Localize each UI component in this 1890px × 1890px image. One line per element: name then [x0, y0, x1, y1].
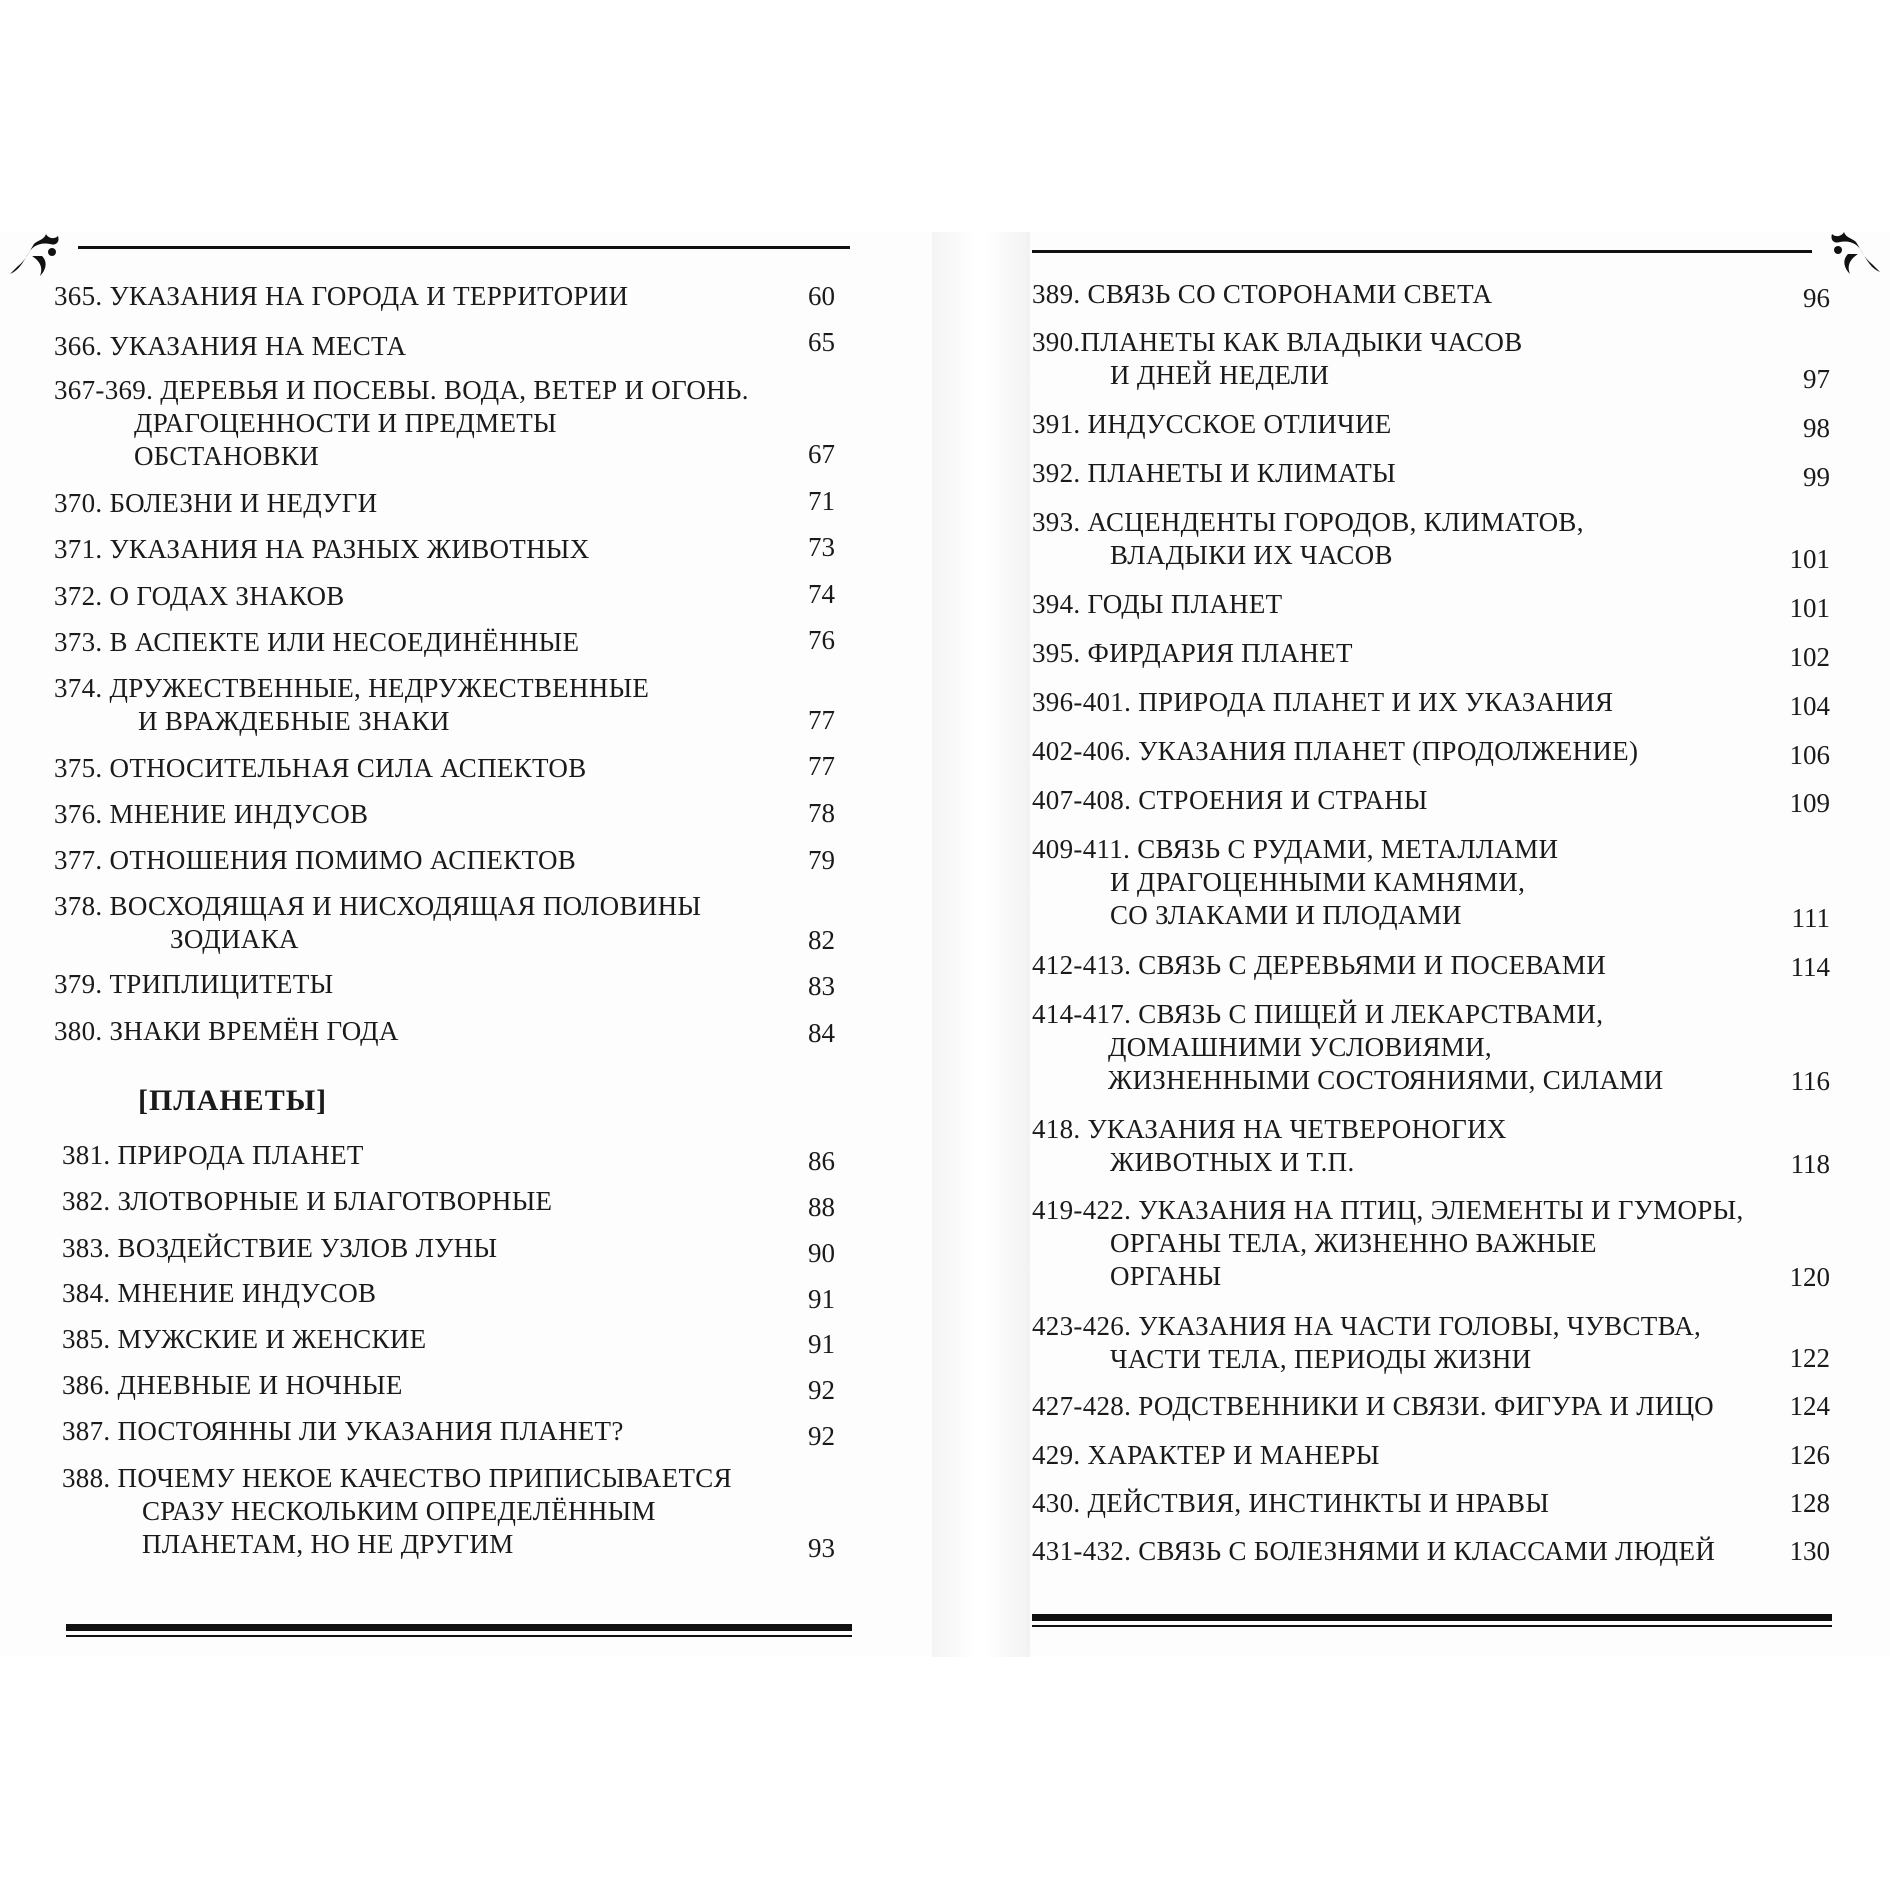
entry-number: 373.	[54, 627, 103, 657]
page-number: 122	[1789, 1343, 1830, 1373]
entry-number: 395.	[1032, 638, 1081, 668]
entry-title: УКАЗАНИЯ НА ГОРОДА И ТЕРРИТОРИИ	[109, 281, 629, 311]
page-number: 78	[808, 798, 835, 828]
page-number: 60	[808, 281, 835, 311]
page-number: 67	[808, 439, 835, 469]
entry-number: 375.	[54, 753, 103, 783]
toc-entry	[62, 1323, 426, 1356]
toc-entry	[54, 487, 377, 520]
entry-number: 430.	[1032, 1488, 1081, 1518]
entry-title-cont: ЗОДИАКА	[170, 924, 299, 954]
toc-entry	[62, 1185, 552, 1218]
entry-title-cont: ПЛАНЕТАМ, НО НЕ ДРУГИМ	[142, 1529, 514, 1559]
entry-title: СВЯЗЬ С БОЛЕЗНЯМИ И КЛАССАМИ ЛЮДЕЙ	[1138, 1536, 1716, 1566]
page-number: 65	[808, 327, 835, 357]
entry-title: ПОЧЕМУ НЕКОЕ КАЧЕСТВО ПРИПИСЫВАЕТСЯ	[117, 1463, 732, 1493]
toc-entry	[1032, 1194, 1744, 1293]
entry-title: ИНДУССКОЕ ОТЛИЧИЕ	[1087, 409, 1392, 439]
toc-entry	[1032, 1390, 1714, 1423]
entry-title-cont: ДРАГОЦЕННОСТИ И ПРЕДМЕТЫ	[134, 408, 557, 438]
page-number: 114	[1790, 952, 1830, 982]
page-number: 106	[1789, 740, 1830, 770]
entry-title: ОТНОШЕНИЯ ПОМИМО АСПЕКТОВ	[109, 845, 577, 875]
entry-number: 374.	[54, 673, 103, 703]
toc-entry	[1032, 949, 1606, 982]
entry-title-cont: ЖИЗНЕННЫМИ СОСТОЯНИЯМИ, СИЛАМИ	[1108, 1065, 1664, 1095]
toc-entry	[62, 1232, 497, 1265]
page-number: 92	[808, 1375, 835, 1405]
toc-entry	[1032, 278, 1492, 311]
page-number: 111	[1791, 903, 1830, 933]
entry-number: 427-428.	[1032, 1391, 1132, 1421]
entry-title-cont: И ДРАГОЦЕННЫМИ КАМНЯМИ,	[1110, 867, 1526, 897]
entry-title: РОДСТВЕННИКИ И СВЯЗИ. ФИГУРА И ЛИЦО	[1138, 1391, 1714, 1421]
entry-number: 386.	[62, 1370, 111, 1400]
entry-title: ДРУЖЕСТВЕННЫЕ, НЕДРУЖЕСТВЕННЫЕ	[109, 673, 650, 703]
page-number: 98	[1803, 413, 1830, 443]
entry-title-cont: ОБСТАНОВКИ	[134, 441, 319, 471]
toc-entry	[54, 330, 406, 363]
entry-title: МУЖСКИЕ И ЖЕНСКИЕ	[117, 1324, 427, 1354]
toc-entry	[54, 890, 701, 956]
page-number: 101	[1789, 593, 1830, 623]
entry-title: УКАЗАНИЯ НА ПТИЦ, ЭЛЕМЕНТЫ И ГУМОРЫ,	[1138, 1195, 1744, 1225]
page-number: 77	[808, 751, 835, 781]
bottom-rule-right	[1032, 1614, 1832, 1621]
bottom-rule-left	[66, 1624, 852, 1631]
top-rule-right	[1032, 250, 1812, 253]
entry-number: 429.	[1032, 1440, 1081, 1470]
toc-entry	[54, 752, 587, 785]
entry-title: УКАЗАНИЯ НА РАЗНЫХ ЖИВОТНЫХ	[109, 534, 590, 564]
entry-title: СВЯЗЬ СО СТОРОНАМИ СВЕТА	[1087, 279, 1493, 309]
entry-title: ВОСХОДЯЩАЯ И НИСХОДЯЩАЯ ПОЛОВИНЫ	[109, 891, 702, 921]
entry-number: 389.	[1032, 279, 1081, 309]
toc-entry	[54, 580, 345, 613]
toc-entry	[1032, 457, 1396, 490]
toc-entry	[62, 1139, 364, 1172]
entry-title: В АСПЕКТЕ ИЛИ НЕСОЕДИНЁННЫЕ	[109, 627, 580, 657]
page-number: 71	[808, 486, 835, 516]
entry-number: 387.	[62, 1416, 111, 1446]
book-gutter	[932, 232, 1030, 1657]
entry-title: УКАЗАНИЯ НА ЧАСТИ ГОЛОВЫ, ЧУВСТВА,	[1138, 1311, 1702, 1341]
entry-number: 371.	[54, 534, 103, 564]
page-number: 130	[1789, 1536, 1830, 1566]
toc-entry	[62, 1277, 376, 1310]
page-number: 74	[808, 579, 835, 609]
toc-entry	[62, 1369, 403, 1402]
section-heading: [ПЛАНЕТЫ]	[138, 1084, 328, 1117]
entry-number: 384.	[62, 1278, 111, 1308]
toc-entry	[1032, 1535, 1715, 1568]
page-number: 84	[808, 1018, 835, 1048]
page-number: 76	[808, 625, 835, 655]
toc-entry	[1032, 784, 1428, 817]
toc-entry	[54, 1015, 399, 1048]
entry-number: 393.	[1032, 507, 1081, 537]
toc-entry	[1032, 1439, 1380, 1472]
entry-title: ХАРАКТЕР И МАНЕРЫ	[1087, 1440, 1380, 1470]
entry-number: 379.	[54, 969, 103, 999]
toc-entry	[54, 844, 576, 877]
entry-title: СТРОЕНИЯ И СТРАНЫ	[1138, 785, 1428, 815]
page-number: 124	[1789, 1391, 1830, 1421]
entry-title: ПОСТОЯННЫ ЛИ УКАЗАНИЯ ПЛАНЕТ?	[117, 1416, 624, 1446]
entry-title: ДНЕВНЫЕ И НОЧНЫЕ	[117, 1370, 403, 1400]
toc-entry	[1032, 408, 1392, 441]
page-number: 82	[808, 925, 835, 955]
toc-entry	[62, 1462, 732, 1561]
page-number: 99	[1803, 462, 1830, 492]
entry-title-cont: И ВРАЖДЕБНЫЕ ЗНАКИ	[138, 706, 450, 736]
toc-entry	[54, 798, 368, 831]
entry-title: УКАЗАНИЯ НА МЕСТА	[109, 331, 407, 361]
entry-number: 402-406.	[1032, 736, 1132, 766]
entry-title: МНЕНИЕ ИНДУСОВ	[109, 799, 369, 829]
entry-title-cont: СО ЗЛАКАМИ И ПЛОДАМИ	[1110, 900, 1462, 930]
entry-number: 407-408.	[1032, 785, 1132, 815]
entry-number: 372.	[54, 581, 103, 611]
page-number: 93	[808, 1533, 835, 1563]
entry-number: 380.	[54, 1016, 103, 1046]
page-number: 88	[808, 1192, 835, 1222]
toc-entry	[1032, 1113, 1507, 1179]
entry-number: 418.	[1032, 1114, 1081, 1144]
entry-number: 383.	[62, 1233, 111, 1263]
entry-number: 392.	[1032, 458, 1081, 488]
toc-entry	[54, 374, 749, 473]
entry-title: ГОДЫ ПЛАНЕТ	[1087, 589, 1283, 619]
entry-title: ЗЛОТВОРНЫЕ И БЛАГОТВОРНЫЕ	[117, 1186, 553, 1216]
entry-title: ЗНАКИ ВРЕМЁН ГОДА	[109, 1016, 399, 1046]
entry-title: ПРИРОДА ПЛАНЕТ И ИХ УКАЗАНИЯ	[1138, 687, 1614, 717]
entry-title: МНЕНИЕ ИНДУСОВ	[117, 1278, 377, 1308]
page-number: 104	[1789, 691, 1830, 721]
page-number: 116	[1790, 1066, 1830, 1096]
toc-entry	[1032, 1310, 1701, 1376]
entry-title: ВОЗДЕЙСТВИЕ УЗЛОВ ЛУНЫ	[117, 1233, 498, 1263]
toc-entry	[1032, 326, 1523, 392]
entry-title-cont: ВЛАДЫКИ ИХ ЧАСОВ	[1110, 540, 1393, 570]
entry-number: 412-413.	[1032, 950, 1132, 980]
top-rule-left	[78, 246, 850, 249]
page-number: 101	[1789, 544, 1830, 574]
entry-title-cont: ОРГАНЫ ТЕЛА, ЖИЗНЕННО ВАЖНЫЕ	[1110, 1228, 1597, 1258]
page-number: 77	[808, 705, 835, 735]
entry-number: 391.	[1032, 409, 1081, 439]
page-number: 126	[1789, 1440, 1830, 1470]
entry-number: 396-401.	[1032, 687, 1132, 717]
entry-title: УКАЗАНИЯ ПЛАНЕТ (ПРОДОЛЖЕНИЕ)	[1138, 736, 1639, 766]
entry-title-cont: ЖИВОТНЫХ И Т.П.	[1110, 1147, 1355, 1177]
entry-title-cont: ОРГАНЫ	[1110, 1261, 1222, 1291]
entry-title: ПЛАНЕТЫ И КЛИМАТЫ	[1087, 458, 1396, 488]
toc-entry	[1032, 588, 1282, 621]
entry-title: ФИРДАРИЯ ПЛАНЕТ	[1087, 638, 1353, 668]
entry-title-cont: ДОМАШНИМИ УСЛОВИЯМИ,	[1108, 1032, 1492, 1062]
entry-number: 381.	[62, 1140, 111, 1170]
entry-title: БОЛЕЗНИ И НЕДУГИ	[109, 488, 378, 518]
page-number: 97	[1803, 364, 1830, 394]
page-number: 86	[808, 1146, 835, 1176]
page-number: 73	[808, 532, 835, 562]
toc-entry	[1032, 998, 1663, 1097]
entry-title-cont: ЧАСТИ ТЕЛА, ПЕРИОДЫ ЖИЗНИ	[1110, 1344, 1532, 1374]
page-number: 91	[808, 1284, 835, 1314]
page-number: 120	[1789, 1262, 1830, 1292]
page-number: 118	[1790, 1149, 1830, 1179]
toc-entry	[54, 626, 579, 659]
toc-entry	[1032, 735, 1638, 768]
entry-title: УКАЗАНИЯ НА ЧЕТВЕРОНОГИХ	[1087, 1114, 1507, 1144]
page-number: 90	[808, 1238, 835, 1268]
entry-number: 385.	[62, 1324, 111, 1354]
toc-entry	[1032, 1487, 1549, 1520]
page-number: 102	[1789, 642, 1830, 672]
entry-title: ПРИРОДА ПЛАНЕТ	[117, 1140, 364, 1170]
entry-title: ДЕЙСТВИЯ, ИНСТИНКТЫ И НРАВЫ	[1087, 1488, 1550, 1518]
entry-number: 419-422.	[1032, 1195, 1132, 1225]
toc-entry	[1032, 506, 1584, 572]
toc-entry	[54, 280, 628, 313]
entry-title: ДЕРЕВЬЯ И ПОСЕВЫ. ВОДА, ВЕТЕР И ОГОНЬ.	[160, 375, 749, 405]
entry-title: ПЛАНЕТЫ КАК ВЛАДЫКИ ЧАСОВ	[1080, 327, 1523, 357]
toc-entry	[1032, 686, 1613, 719]
entry-number: 370.	[54, 488, 103, 518]
entry-number: 378.	[54, 891, 103, 921]
entry-number: 431-432.	[1032, 1536, 1132, 1566]
entry-title: ТРИПЛИЦИТЕТЫ	[109, 969, 334, 999]
entry-number: 376.	[54, 799, 103, 829]
page-number: 79	[808, 845, 835, 875]
entry-title: О ГОДАХ ЗНАКОВ	[109, 581, 345, 611]
entry-title-cont: И ДНЕЙ НЕДЕЛИ	[1110, 360, 1330, 390]
page-number: 128	[1789, 1488, 1830, 1518]
page-number: 91	[808, 1329, 835, 1359]
entry-title: ОТНОСИТЕЛЬНАЯ СИЛА АСПЕКТОВ	[109, 753, 587, 783]
entry-number: 365.	[54, 281, 103, 311]
page-number: 83	[808, 971, 835, 1001]
entry-title-cont: СРАЗУ НЕСКОЛЬКИМ ОПРЕДЕЛЁННЫМ	[142, 1496, 656, 1526]
entry-title: АСЦЕНДЕНТЫ ГОРОДОВ, КЛИМАТОВ,	[1087, 507, 1584, 537]
toc-entry	[54, 968, 333, 1001]
entry-number: 367-369.	[54, 375, 154, 405]
toc-entry	[54, 533, 590, 566]
entry-number: 366.	[54, 331, 103, 361]
toc-entry	[54, 672, 649, 738]
entry-number: 377.	[54, 845, 103, 875]
toc-entry	[1032, 833, 1558, 932]
entry-number: 382.	[62, 1186, 111, 1216]
ornament-icon	[6, 230, 64, 282]
entry-number: 394.	[1032, 589, 1081, 619]
entry-title: СВЯЗЬ С ПИЩЕЙ И ЛЕКАРСТВАМИ,	[1138, 999, 1604, 1029]
toc-entry	[1032, 637, 1353, 670]
ornament-icon	[1826, 228, 1884, 280]
entry-number: 414-417.	[1032, 999, 1132, 1029]
page-number: 109	[1789, 788, 1830, 818]
entry-title: СВЯЗЬ С РУДАМИ, МЕТАЛЛАМИ	[1137, 834, 1559, 864]
entry-title: СВЯЗЬ С ДЕРЕВЬЯМИ И ПОСЕВАМИ	[1138, 950, 1606, 980]
entry-number: 423-426.	[1032, 1311, 1132, 1341]
entry-number: 388.	[62, 1463, 111, 1493]
page-number: 92	[808, 1421, 835, 1451]
entry-number: 409-411.	[1032, 834, 1131, 864]
entry-number: 390.	[1032, 327, 1081, 357]
page-number: 96	[1803, 283, 1830, 313]
toc-entry	[62, 1415, 624, 1448]
